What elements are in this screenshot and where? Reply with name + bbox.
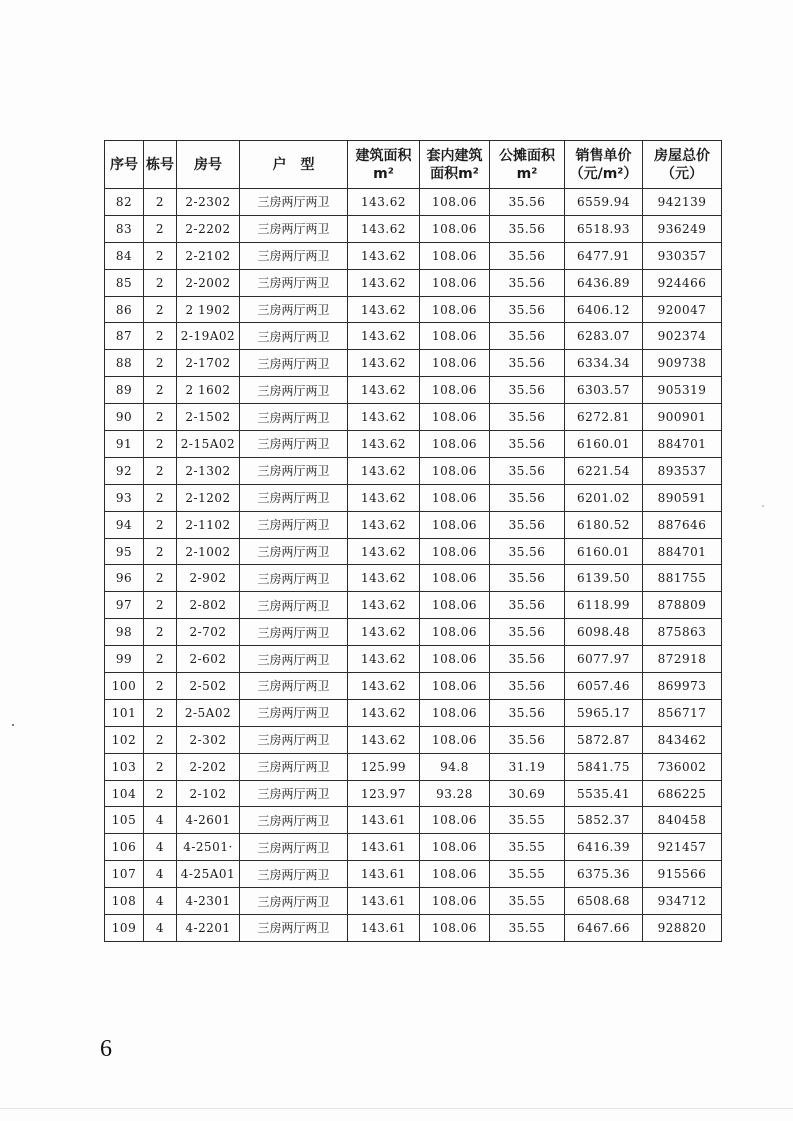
cell-building-area: 143.61	[348, 807, 420, 834]
table-row	[105, 404, 722, 431]
cell-unit-price: 6272.81	[565, 404, 643, 431]
cell-serial-number: 83	[105, 215, 144, 242]
cell-building-number: 2	[144, 269, 177, 296]
cell-building-area: 143.62	[348, 323, 420, 350]
cell-serial-number: 104	[105, 780, 144, 807]
cell-total-price: 686225	[643, 780, 722, 807]
cell-total-price: 909738	[643, 350, 722, 377]
cell-total-price: 893537	[643, 457, 722, 484]
cell-building-area: 123.97	[348, 780, 420, 807]
cell-interior-area: 108.06	[420, 215, 490, 242]
cell-total-price: 736002	[643, 753, 722, 780]
cell-unit-type: 三房两厅两卫	[240, 242, 348, 269]
cell-unit-type: 三房两厅两卫	[240, 619, 348, 646]
table-row	[105, 215, 722, 242]
cell-serial-number: 84	[105, 242, 144, 269]
cell-unit-type: 三房两厅两卫	[240, 538, 348, 565]
cell-interior-area: 108.06	[420, 592, 490, 619]
cell-shared-area: 30.69	[490, 780, 565, 807]
cell-unit-type: 三房两厅两卫	[240, 915, 348, 942]
cell-interior-area: 108.06	[420, 673, 490, 700]
cell-interior-area: 108.06	[420, 296, 490, 323]
cell-unit-type: 三房两厅两卫	[240, 323, 348, 350]
cell-room-number: 2 1902	[177, 296, 240, 323]
cell-shared-area: 35.56	[490, 323, 565, 350]
cell-shared-area: 35.56	[490, 296, 565, 323]
cell-total-price: 930357	[643, 242, 722, 269]
cell-building-area: 143.62	[348, 296, 420, 323]
cell-unit-type: 三房两厅两卫	[240, 888, 348, 915]
cell-room-number: 2-502	[177, 673, 240, 700]
cell-shared-area: 35.56	[490, 189, 565, 216]
cell-serial-number: 94	[105, 511, 144, 538]
cell-unit-type: 三房两厅两卫	[240, 646, 348, 673]
cell-building-area: 143.62	[348, 484, 420, 511]
cell-room-number: 2-302	[177, 726, 240, 753]
table-row	[105, 484, 722, 511]
cell-building-number: 4	[144, 834, 177, 861]
cell-building-number: 2	[144, 296, 177, 323]
cell-interior-area: 108.06	[420, 888, 490, 915]
cell-unit-price: 6160.01	[565, 538, 643, 565]
table-row	[105, 915, 722, 942]
cell-shared-area: 35.56	[490, 431, 565, 458]
cell-room-number: 4-25A01	[177, 861, 240, 888]
cell-building-number: 2	[144, 780, 177, 807]
cell-total-price: 920047	[643, 296, 722, 323]
header-total-price: 房屋总价（元）	[643, 141, 722, 189]
cell-interior-area: 108.06	[420, 269, 490, 296]
cell-serial-number: 102	[105, 726, 144, 753]
cell-shared-area: 35.55	[490, 915, 565, 942]
cell-serial-number: 88	[105, 350, 144, 377]
cell-total-price: 884701	[643, 538, 722, 565]
cell-serial-number: 89	[105, 377, 144, 404]
cell-unit-price: 6221.54	[565, 457, 643, 484]
cell-interior-area: 93.28	[420, 780, 490, 807]
cell-building-number: 4	[144, 807, 177, 834]
cell-unit-type: 三房两厅两卫	[240, 592, 348, 619]
cell-interior-area: 108.06	[420, 619, 490, 646]
table-row	[105, 457, 722, 484]
cell-total-price: 924466	[643, 269, 722, 296]
cell-total-price: 884701	[643, 431, 722, 458]
table-row	[105, 431, 722, 458]
table-row	[105, 646, 722, 673]
cell-building-area: 143.61	[348, 915, 420, 942]
cell-serial-number: 82	[105, 189, 144, 216]
cell-building-number: 4	[144, 915, 177, 942]
cell-serial-number: 93	[105, 484, 144, 511]
table-row	[105, 592, 722, 619]
cell-interior-area: 108.06	[420, 538, 490, 565]
cell-serial-number: 95	[105, 538, 144, 565]
cell-unit-price: 5535.41	[565, 780, 643, 807]
table-row	[105, 780, 722, 807]
cell-room-number: 2-902	[177, 565, 240, 592]
cell-unit-price: 6416.39	[565, 834, 643, 861]
table-row	[105, 699, 722, 726]
header-unit-type: 户 型	[240, 141, 348, 189]
cell-building-area: 143.62	[348, 189, 420, 216]
cell-building-area: 125.99	[348, 753, 420, 780]
cell-unit-type: 三房两厅两卫	[240, 834, 348, 861]
table-row	[105, 296, 722, 323]
header-building-number: 栋号	[144, 141, 177, 189]
table-row	[105, 673, 722, 700]
table-row	[105, 807, 722, 834]
cell-room-number: 4-2201	[177, 915, 240, 942]
scan-speck	[12, 724, 14, 726]
cell-shared-area: 35.56	[490, 242, 565, 269]
cell-serial-number: 98	[105, 619, 144, 646]
cell-interior-area: 108.06	[420, 404, 490, 431]
cell-unit-price: 6057.46	[565, 673, 643, 700]
cell-room-number: 2-702	[177, 619, 240, 646]
cell-building-number: 2	[144, 215, 177, 242]
cell-total-price: 843462	[643, 726, 722, 753]
cell-building-number: 4	[144, 888, 177, 915]
table-row	[105, 834, 722, 861]
cell-interior-area: 108.06	[420, 323, 490, 350]
cell-serial-number: 103	[105, 753, 144, 780]
cell-building-number: 2	[144, 673, 177, 700]
cell-building-area: 143.61	[348, 834, 420, 861]
cell-building-number: 4	[144, 861, 177, 888]
table-row	[105, 350, 722, 377]
cell-unit-price: 6477.91	[565, 242, 643, 269]
cell-unit-price: 6559.94	[565, 189, 643, 216]
cell-building-area: 143.62	[348, 538, 420, 565]
cell-shared-area: 35.56	[490, 592, 565, 619]
cell-building-number: 2	[144, 753, 177, 780]
cell-building-area: 143.62	[348, 646, 420, 673]
cell-unit-price: 5852.37	[565, 807, 643, 834]
cell-shared-area: 35.56	[490, 404, 565, 431]
cell-serial-number: 108	[105, 888, 144, 915]
cell-building-number: 2	[144, 538, 177, 565]
cell-interior-area: 108.06	[420, 484, 490, 511]
cell-total-price: 881755	[643, 565, 722, 592]
cell-serial-number: 107	[105, 861, 144, 888]
table-row	[105, 189, 722, 216]
table-row	[105, 888, 722, 915]
cell-building-number: 2	[144, 323, 177, 350]
cell-building-number: 2	[144, 619, 177, 646]
cell-total-price: 934712	[643, 888, 722, 915]
cell-serial-number: 105	[105, 807, 144, 834]
cell-shared-area: 35.55	[490, 807, 565, 834]
cell-total-price: 875863	[643, 619, 722, 646]
cell-unit-price: 6098.48	[565, 619, 643, 646]
cell-building-area: 143.62	[348, 350, 420, 377]
cell-room-number: 2 1602	[177, 377, 240, 404]
table-row	[105, 511, 722, 538]
cell-room-number: 2-19A02	[177, 323, 240, 350]
cell-room-number: 2-1302	[177, 457, 240, 484]
cell-shared-area: 35.56	[490, 646, 565, 673]
cell-unit-price: 6160.01	[565, 431, 643, 458]
cell-unit-type: 三房两厅两卫	[240, 431, 348, 458]
cell-building-area: 143.62	[348, 511, 420, 538]
cell-building-area: 143.62	[348, 726, 420, 753]
cell-serial-number: 90	[105, 404, 144, 431]
cell-total-price: 915566	[643, 861, 722, 888]
cell-total-price: 928820	[643, 915, 722, 942]
cell-unit-type: 三房两厅两卫	[240, 565, 348, 592]
cell-shared-area: 35.55	[490, 888, 565, 915]
cell-interior-area: 108.06	[420, 511, 490, 538]
cell-unit-type: 三房两厅两卫	[240, 673, 348, 700]
cell-shared-area: 35.55	[490, 834, 565, 861]
cell-interior-area: 108.06	[420, 377, 490, 404]
cell-room-number: 2-1502	[177, 404, 240, 431]
cell-building-area: 143.62	[348, 619, 420, 646]
cell-building-area: 143.62	[348, 565, 420, 592]
table-row	[105, 538, 722, 565]
cell-unit-type: 三房两厅两卫	[240, 350, 348, 377]
cell-total-price: 872918	[643, 646, 722, 673]
cell-total-price: 921457	[643, 834, 722, 861]
cell-building-number: 2	[144, 431, 177, 458]
housing-price-table	[104, 140, 722, 942]
cell-room-number: 2-2102	[177, 242, 240, 269]
cell-room-number: 2-15A02	[177, 431, 240, 458]
table-header-row	[105, 141, 722, 189]
cell-total-price: 905319	[643, 377, 722, 404]
cell-room-number: 4-2501·	[177, 834, 240, 861]
cell-room-number: 2-5A02	[177, 699, 240, 726]
cell-unit-price: 6118.99	[565, 592, 643, 619]
cell-building-number: 2	[144, 699, 177, 726]
cell-building-number: 2	[144, 404, 177, 431]
cell-serial-number: 101	[105, 699, 144, 726]
cell-unit-price: 6436.89	[565, 269, 643, 296]
cell-shared-area: 31.19	[490, 753, 565, 780]
cell-unit-price: 6467.66	[565, 915, 643, 942]
cell-interior-area: 94.8	[420, 753, 490, 780]
cell-building-area: 143.62	[348, 269, 420, 296]
cell-building-number: 2	[144, 592, 177, 619]
cell-building-number: 2	[144, 565, 177, 592]
cell-serial-number: 87	[105, 323, 144, 350]
cell-building-number: 2	[144, 457, 177, 484]
cell-serial-number: 99	[105, 646, 144, 673]
header-shared-area: 公摊面积m²	[490, 141, 565, 189]
cell-room-number: 2-1002	[177, 538, 240, 565]
cell-room-number: 2-102	[177, 780, 240, 807]
cell-unit-type: 三房两厅两卫	[240, 215, 348, 242]
cell-building-area: 143.62	[348, 699, 420, 726]
header-unit-price: 销售单价（元/m²）	[565, 141, 643, 189]
cell-room-number: 2-802	[177, 592, 240, 619]
cell-building-number: 2	[144, 189, 177, 216]
cell-interior-area: 108.06	[420, 350, 490, 377]
cell-interior-area: 108.06	[420, 861, 490, 888]
table-row	[105, 861, 722, 888]
cell-building-number: 2	[144, 484, 177, 511]
cell-room-number: 2-1102	[177, 511, 240, 538]
cell-building-area: 143.62	[348, 404, 420, 431]
cell-unit-type: 三房两厅两卫	[240, 189, 348, 216]
cell-unit-type: 三房两厅两卫	[240, 511, 348, 538]
cell-serial-number: 92	[105, 457, 144, 484]
cell-serial-number: 91	[105, 431, 144, 458]
cell-interior-area: 108.06	[420, 431, 490, 458]
cell-interior-area: 108.06	[420, 189, 490, 216]
page-number: 6	[100, 1036, 112, 1062]
cell-shared-area: 35.56	[490, 538, 565, 565]
header-room-number: 房号	[177, 141, 240, 189]
cell-total-price: 840458	[643, 807, 722, 834]
cell-total-price: 902374	[643, 323, 722, 350]
page-bottom-edge	[0, 1108, 793, 1109]
cell-total-price: 890591	[643, 484, 722, 511]
cell-serial-number: 97	[105, 592, 144, 619]
cell-unit-type: 三房两厅两卫	[240, 404, 348, 431]
cell-unit-type: 三房两厅两卫	[240, 296, 348, 323]
header-serial-number: 序号	[105, 141, 144, 189]
cell-serial-number: 96	[105, 565, 144, 592]
cell-interior-area: 108.06	[420, 242, 490, 269]
cell-shared-area: 35.56	[490, 350, 565, 377]
cell-shared-area: 35.56	[490, 457, 565, 484]
cell-interior-area: 108.06	[420, 834, 490, 861]
scan-speck	[762, 505, 764, 507]
cell-total-price: 887646	[643, 511, 722, 538]
cell-building-number: 2	[144, 646, 177, 673]
cell-total-price: 856717	[643, 699, 722, 726]
cell-building-area: 143.62	[348, 377, 420, 404]
cell-interior-area: 108.06	[420, 915, 490, 942]
cell-room-number: 2-602	[177, 646, 240, 673]
cell-interior-area: 108.06	[420, 807, 490, 834]
cell-shared-area: 35.55	[490, 861, 565, 888]
cell-unit-type: 三房两厅两卫	[240, 753, 348, 780]
cell-total-price: 900901	[643, 404, 722, 431]
cell-unit-price: 6375.36	[565, 861, 643, 888]
cell-unit-price: 6334.34	[565, 350, 643, 377]
cell-building-number: 2	[144, 242, 177, 269]
cell-unit-type: 三房两厅两卫	[240, 377, 348, 404]
table-body	[105, 189, 722, 942]
table-row	[105, 565, 722, 592]
cell-unit-type: 三房两厅两卫	[240, 726, 348, 753]
cell-unit-price: 5841.75	[565, 753, 643, 780]
table-row	[105, 726, 722, 753]
cell-unit-type: 三房两厅两卫	[240, 699, 348, 726]
cell-unit-price: 6406.12	[565, 296, 643, 323]
table-row	[105, 323, 722, 350]
cell-unit-price: 6303.57	[565, 377, 643, 404]
cell-unit-price: 6518.93	[565, 215, 643, 242]
cell-unit-type: 三房两厅两卫	[240, 861, 348, 888]
cell-building-area: 143.61	[348, 861, 420, 888]
cell-interior-area: 108.06	[420, 699, 490, 726]
table-row	[105, 242, 722, 269]
cell-serial-number: 100	[105, 673, 144, 700]
cell-unit-price: 6201.02	[565, 484, 643, 511]
table-row	[105, 753, 722, 780]
table-row	[105, 377, 722, 404]
cell-shared-area: 35.56	[490, 619, 565, 646]
table-row	[105, 269, 722, 296]
cell-building-area: 143.61	[348, 888, 420, 915]
cell-building-number: 2	[144, 350, 177, 377]
cell-shared-area: 35.56	[490, 215, 565, 242]
cell-shared-area: 35.56	[490, 565, 565, 592]
cell-unit-price: 6508.68	[565, 888, 643, 915]
cell-shared-area: 35.56	[490, 511, 565, 538]
cell-room-number: 2-202	[177, 753, 240, 780]
cell-interior-area: 108.06	[420, 565, 490, 592]
cell-unit-type: 三房两厅两卫	[240, 457, 348, 484]
cell-shared-area: 35.56	[490, 673, 565, 700]
cell-shared-area: 35.56	[490, 484, 565, 511]
cell-total-price: 942139	[643, 189, 722, 216]
cell-building-area: 143.62	[348, 242, 420, 269]
cell-room-number: 4-2301	[177, 888, 240, 915]
cell-unit-type: 三房两厅两卫	[240, 780, 348, 807]
cell-total-price: 878809	[643, 592, 722, 619]
cell-building-number: 2	[144, 726, 177, 753]
cell-total-price: 936249	[643, 215, 722, 242]
cell-unit-price: 6139.50	[565, 565, 643, 592]
cell-room-number: 2-2202	[177, 215, 240, 242]
cell-serial-number: 85	[105, 269, 144, 296]
cell-unit-price: 6283.07	[565, 323, 643, 350]
cell-total-price: 869973	[643, 673, 722, 700]
cell-unit-type: 三房两厅两卫	[240, 484, 348, 511]
cell-shared-area: 35.56	[490, 726, 565, 753]
cell-room-number: 2-2302	[177, 189, 240, 216]
cell-shared-area: 35.56	[490, 377, 565, 404]
cell-building-area: 143.62	[348, 457, 420, 484]
cell-unit-price: 5965.17	[565, 699, 643, 726]
cell-unit-price: 5872.87	[565, 726, 643, 753]
cell-shared-area: 35.56	[490, 699, 565, 726]
cell-unit-price: 6077.97	[565, 646, 643, 673]
cell-unit-type: 三房两厅两卫	[240, 807, 348, 834]
cell-building-area: 143.62	[348, 592, 420, 619]
table-row	[105, 619, 722, 646]
cell-building-number: 2	[144, 511, 177, 538]
cell-building-area: 143.62	[348, 215, 420, 242]
cell-room-number: 2-1702	[177, 350, 240, 377]
cell-shared-area: 35.56	[490, 269, 565, 296]
cell-room-number: 4-2601	[177, 807, 240, 834]
cell-interior-area: 108.06	[420, 726, 490, 753]
header-building-area: 建筑面积m²	[348, 141, 420, 189]
cell-interior-area: 108.06	[420, 646, 490, 673]
cell-room-number: 2-1202	[177, 484, 240, 511]
cell-building-area: 143.62	[348, 673, 420, 700]
cell-interior-area: 108.06	[420, 457, 490, 484]
header-interior-area: 套内建筑面积m²	[420, 141, 490, 189]
cell-serial-number: 86	[105, 296, 144, 323]
cell-unit-price: 6180.52	[565, 511, 643, 538]
cell-serial-number: 106	[105, 834, 144, 861]
cell-building-area: 143.62	[348, 431, 420, 458]
cell-building-number: 2	[144, 377, 177, 404]
cell-room-number: 2-2002	[177, 269, 240, 296]
cell-serial-number: 109	[105, 915, 144, 942]
cell-unit-type: 三房两厅两卫	[240, 269, 348, 296]
